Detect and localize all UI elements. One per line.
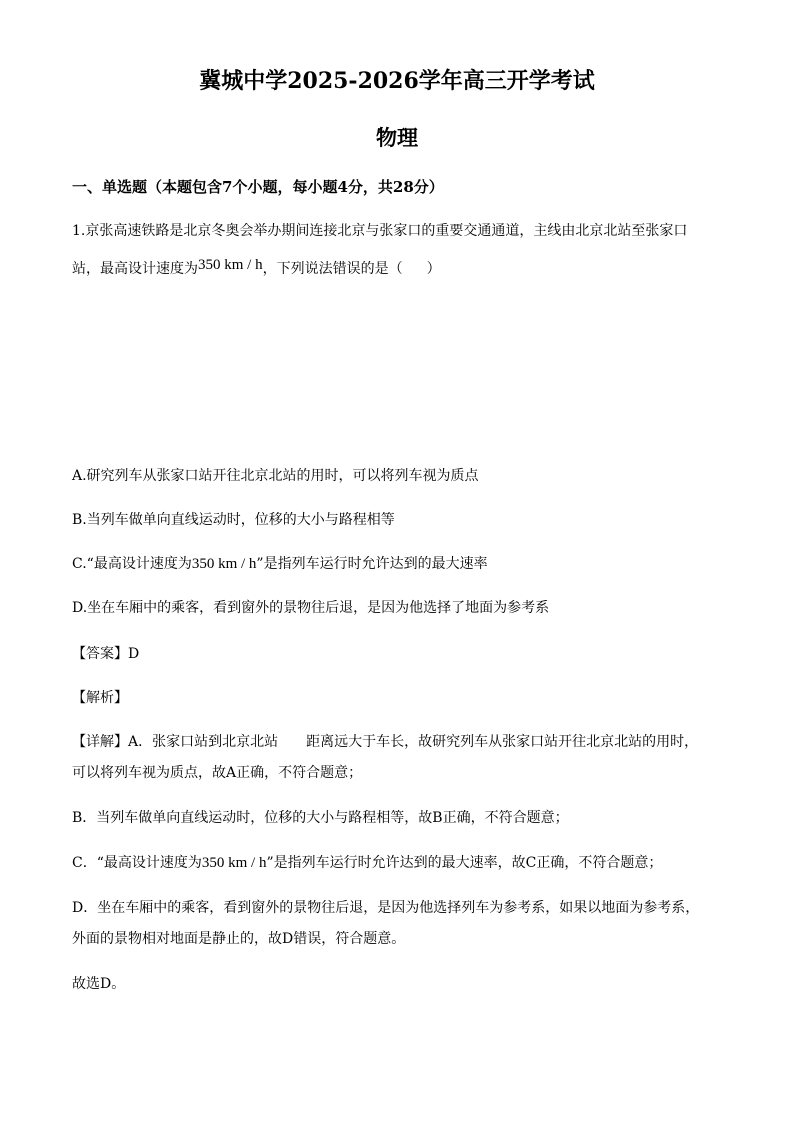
option-c-post: ”是指列车运行时允许达到的最大速率	[256, 556, 488, 572]
question-stem-line1: 1.京张高速铁路是北京冬奥会举办期间连接北京与张家口的重要交通通道，主线由北京北站至张家口	[72, 223, 688, 239]
analysis-label: 【解析】	[72, 690, 128, 706]
question-stem-line2	[72, 259, 441, 279]
detail-conclusion: 故选D。	[72, 976, 126, 992]
stem-paren-close: ）	[426, 261, 441, 277]
subject-title: 物理	[376, 125, 418, 150]
answer-line	[72, 644, 139, 664]
detail-b: B．当列车做单向直线运动时，位移的大小与路程相等，故B正确，不符合题意；	[72, 810, 569, 826]
stem-text-pre: 站，最高设计速度为	[72, 261, 198, 277]
detail-c-pre: C．“最高设计速度为	[72, 855, 202, 871]
detail-c-speed: 350 km / h	[201, 855, 267, 871]
answer-label: 【答案】	[72, 646, 128, 662]
option-c	[72, 554, 488, 574]
detail-c-post: ”是指列车运行时允许达到的最大速率，故C正确，不符合题意；	[266, 855, 663, 871]
speed-formula: 350 km / h	[198, 257, 263, 273]
detail-label: 【详解】	[72, 734, 128, 750]
detail-a-line1	[72, 732, 698, 752]
section-heading: 一、单选题（本题包含7个小题，每小题4分，共28分）	[72, 178, 444, 196]
option-d: D.坐在车厢中的乘客，看到窗外的景物往后退，是因为他选择了地面为参考系	[72, 600, 550, 616]
answer-value: D	[128, 646, 140, 662]
detail-a-pre: A．张家口站到北京北站	[128, 734, 279, 750]
detail-d-line2: 外面的景物相对地面是静止的，故D错误，符合题意。	[72, 931, 406, 947]
stem-text-post: ，下列说法错误的是（	[262, 261, 403, 277]
detail-d-line1: D．坐在车厢中的乘客，看到窗外的景物往后退，是因为他选择列车为参考系，如果以地面为参考系，	[72, 900, 700, 916]
detail-a-post: 距离远大于车长，故研究列车从张家口站开往北京北站的用时，	[306, 734, 699, 750]
exam-title: 冀城中学2025-2026学年高三开学考试	[199, 68, 595, 94]
detail-a-line2: 可以将列车视为质点，故A正确，不符合题意；	[72, 765, 363, 781]
detail-c	[72, 853, 662, 873]
option-c-pre: C.“最高设计速度为	[72, 556, 192, 572]
option-a: A.研究列车从张家口站开往北京北站的用时，可以将列车视为质点	[72, 468, 479, 484]
option-c-speed: 350 km / h	[191, 556, 257, 572]
option-b: B.当列车做单向直线运动时，位移的大小与路程相等	[72, 512, 395, 528]
